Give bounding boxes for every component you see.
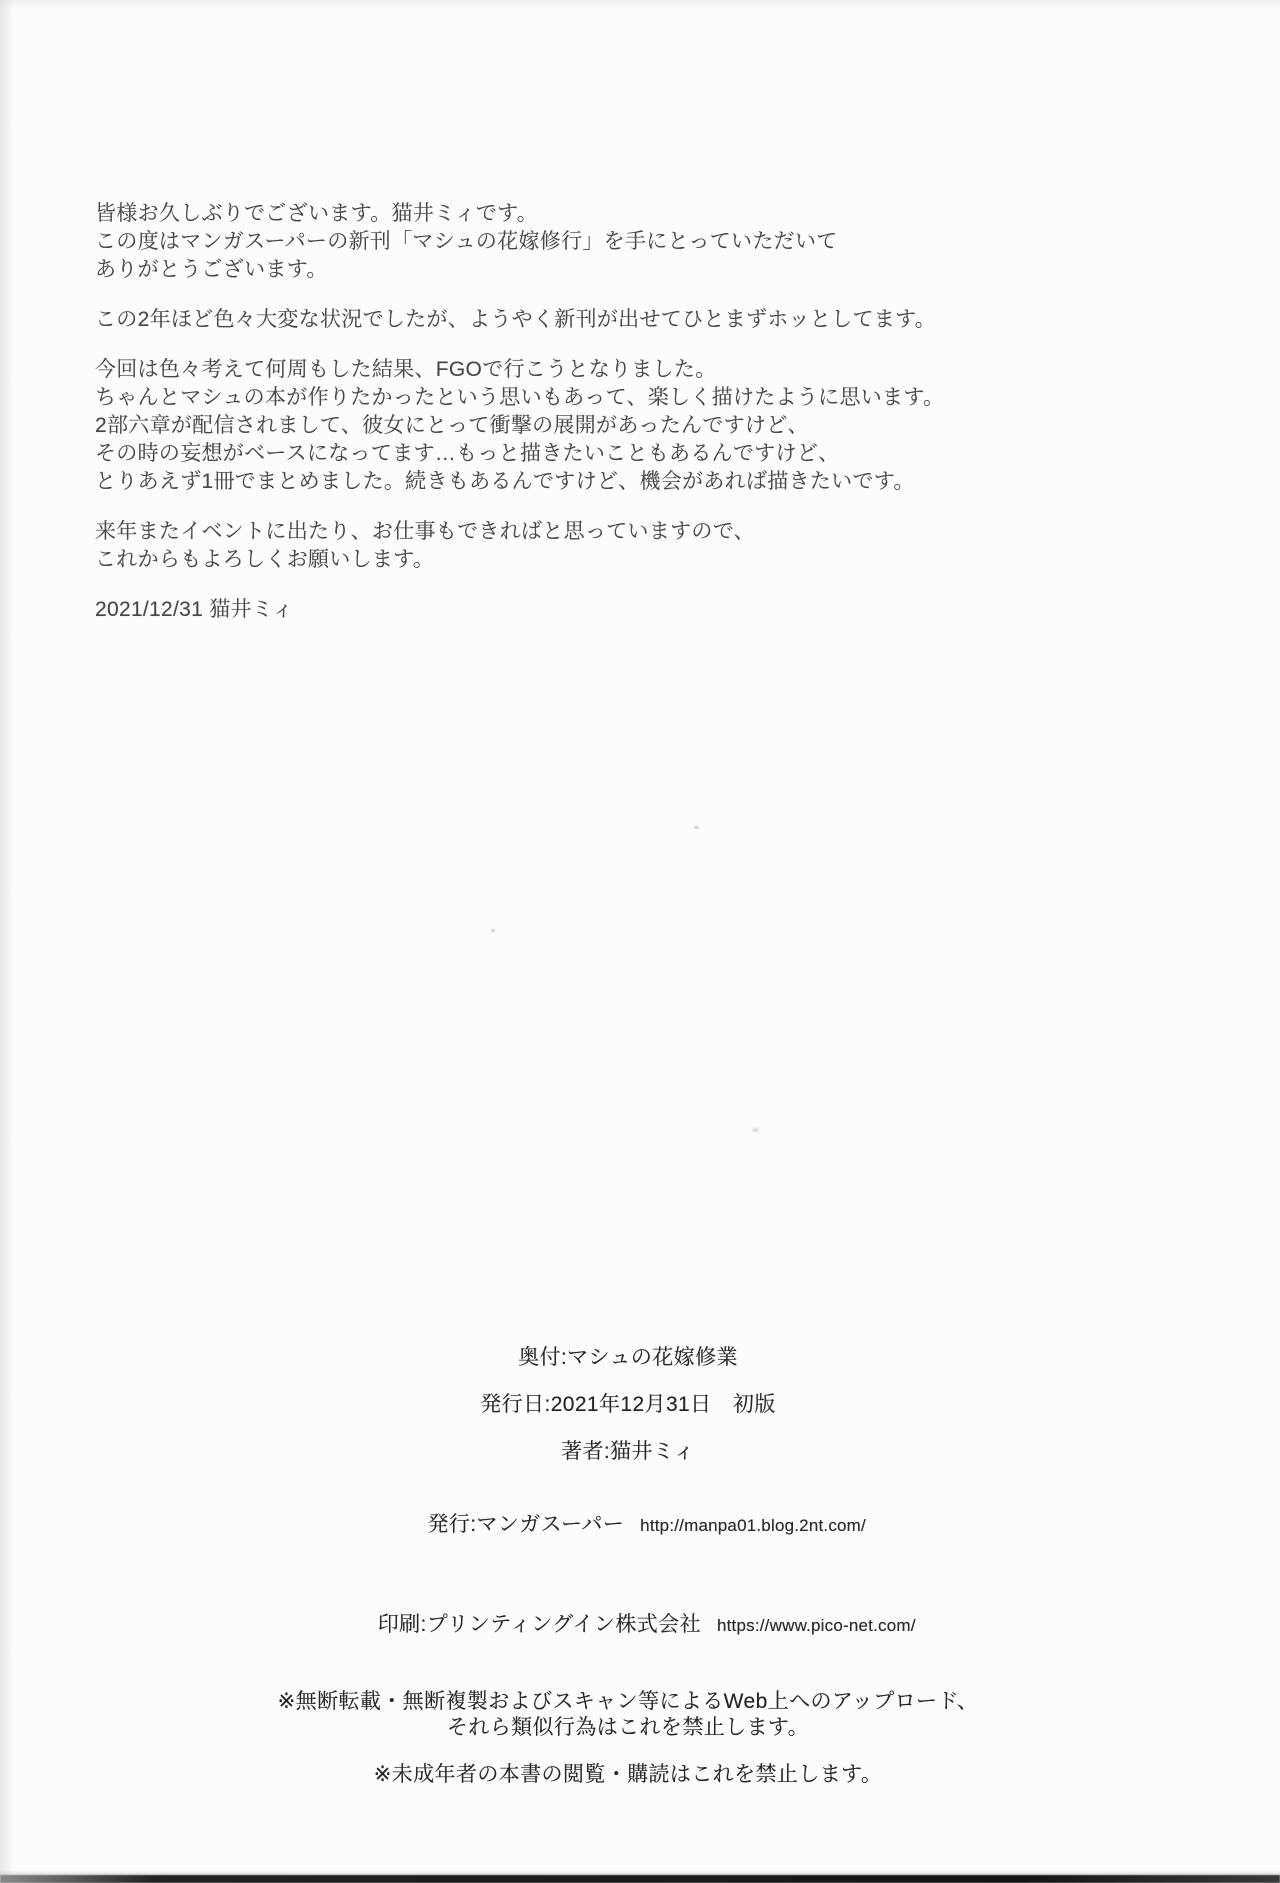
afterword-line: 今回は色々考えて何周もした結果、FGOで行こうとなりました。 — [95, 358, 717, 381]
publisher-url: http://manpa01.blog.2nt.com/ — [640, 1516, 866, 1535]
afterword-line: ありがとうございます。 — [95, 258, 328, 281]
afterword-line: その時の妄想がベースになってます…もっと描きたいこともあるんですけど、 — [95, 442, 840, 465]
afterword-paragraph-relief — [95, 306, 1195, 334]
colophon-title: 奥付:マシュの花嫁修業 — [518, 1346, 738, 1369]
afterword-line: 皆様お久しぶりでございます。猫井ミィです。 — [95, 202, 539, 225]
notice-no-reproduction-line1: ※無断転載・無断複製およびスキャン等によるWeb上へのアップロード、 — [277, 1690, 979, 1713]
scan-speck — [752, 1128, 759, 1132]
afterword-line: この2年ほど色々大変な状況でしたが、ようやく新刊が出せてひとまずホッとしてます。 — [95, 308, 936, 331]
afterword-line: この度はマンガスーパーの新刊「マシュの花嫁修行」を手にとっていただいて — [95, 230, 838, 253]
colophon-author: 著者:猫井ミィ — [561, 1440, 695, 1463]
notice-no-reproduction-line2: それら類似行為はこれを禁止します。 — [446, 1716, 810, 1739]
afterword-paragraph-about-book — [95, 356, 1195, 496]
scan-speck — [694, 826, 699, 829]
afterword-line: これからもよろしくお願いします。 — [95, 548, 435, 571]
scan-edge-bottom — [0, 1875, 1280, 1883]
afterword-text-block — [95, 200, 1195, 646]
colophon-printer — [0, 1586, 1256, 1665]
afterword-line: ちゃんとマシュの本が作りたかったという思いもあって、楽しく描けたように思います。 — [95, 386, 945, 409]
scan-speck — [491, 929, 495, 932]
colophon-notices — [0, 1689, 1256, 1788]
afterword-line: とりあえず1冊でまとめました。続きもあるんですけど、機会があれば描きたいです。 — [95, 470, 915, 493]
scan-edge-top — [0, 0, 1280, 10]
printer-label: 印刷:プリンティングイン株式会社 — [377, 1613, 701, 1636]
publisher-label: 発行:マンガスーパー — [427, 1513, 625, 1536]
afterword-line: 来年またイベントに出たり、お仕事もできればと思っていますので、 — [95, 520, 755, 543]
signature-date: 2021/12/31 猫井ミィ — [95, 598, 294, 621]
afterword-line: 2部六章が配信されまして、彼女にとって衝撃の展開があったんですけど、 — [95, 414, 809, 437]
afterword-signature-date-line — [95, 596, 1195, 624]
colophon-issue-date: 発行日:2021年12月31日 初版 — [480, 1393, 776, 1416]
colophon-block — [0, 1345, 1256, 1788]
afterword-paragraph-greeting — [95, 200, 1195, 284]
printer-url: https://www.pico-net.com/ — [716, 1616, 916, 1635]
colophon-publisher — [0, 1486, 1256, 1565]
notice-no-minors: ※未成年者の本書の閲覧・購読はこれを禁止します。 — [373, 1763, 883, 1786]
afterword-paragraph-closing — [95, 518, 1195, 574]
